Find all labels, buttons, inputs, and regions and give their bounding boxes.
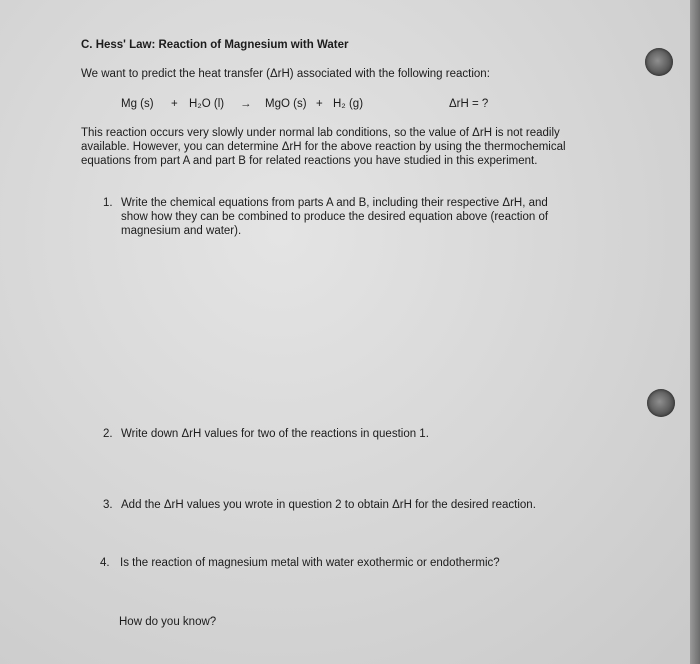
page-edge [690, 0, 700, 664]
question-line: Write the chemical equations from parts A and B, including their respective ΔrH, and [121, 197, 548, 209]
question-text: Add the ΔrH values you wrote in question 2 to obtain ΔrH for the desired reaction. [121, 499, 536, 511]
question-text: Is the reaction of magnesium metal with water exothermic or endothermic? [120, 557, 500, 569]
paragraph-line: available. However, you can determine ΔrH for the above reaction by using the thermochemical [81, 141, 566, 153]
question-text: Write down ΔrH values for two of the reactions in question 1. [121, 428, 429, 440]
question-line: show how they can be combined to produce the desired equation above (reaction of [121, 211, 549, 223]
question-number: 4. [100, 557, 110, 569]
paragraph-line: This reaction occurs very slowly under normal lab conditions, so the value of ΔrH is not readily [81, 127, 560, 139]
question-line: magnesium and water). [121, 225, 242, 237]
product-hydrogen: H₂ (g) [333, 98, 364, 110]
section-heading: C. Hess' Law: Reaction of Magnesium with Water [81, 39, 349, 51]
question-number: 3. [103, 499, 113, 511]
punch-hole-icon [647, 389, 675, 417]
paragraph-line: equations from part A and part B for related reactions you have studied in this experiment. [81, 155, 538, 167]
punch-hole-icon [645, 48, 673, 76]
reaction-arrow: → [240, 98, 252, 110]
product-mgo: MgO (s) [265, 98, 307, 110]
intro-text: We want to predict the heat transfer (ΔrH) associated with the following reaction: [81, 68, 490, 80]
question-number: 2. [103, 428, 113, 440]
enthalpy-unknown: ΔrH = ? [449, 98, 489, 110]
followup-question: How do you know? [119, 616, 217, 628]
plus-sign: + [316, 98, 323, 110]
question-number: 1. [103, 197, 113, 209]
reactant-water: H₂O (l) [189, 98, 225, 110]
reactant-mg: Mg (s) [121, 98, 154, 110]
plus-sign: + [171, 98, 178, 110]
